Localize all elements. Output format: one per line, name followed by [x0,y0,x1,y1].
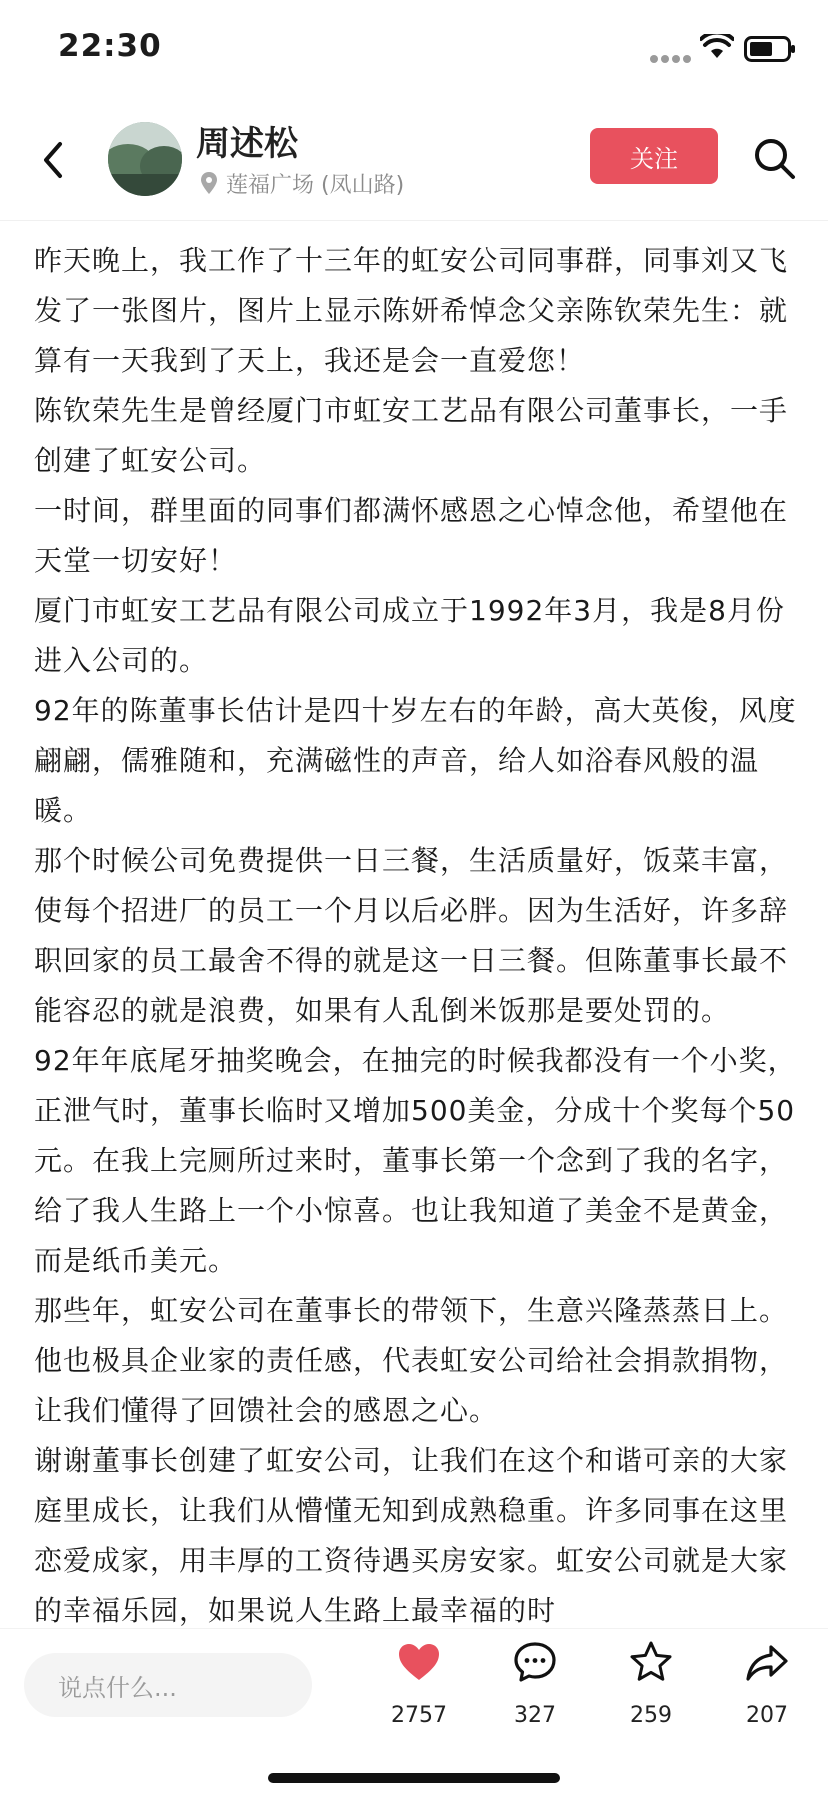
paragraph: 陈钦荣先生是曾经厦门市虹安工艺品有限公司董事长，一手创建了虹安公司。 [34,394,789,477]
favorite-button[interactable] [606,1639,696,1728]
follow-button[interactable]: 关注 [590,128,718,184]
paragraph: 92年的陈董事长估计是四十岁左右的年龄，高大英俊，风度翩翩，儒雅随和，充满磁性的声音，给人如浴春风般的温暖。 [34,694,797,827]
paragraph: 谢谢董事长创建了虹安公司，让我们在这个和谐可亲的大家庭里成长，让我们从懵懂无知到成熟稳重。许多同事在这里恋爱成家，用丰厚的工资待遇买房安家。虹安公司就是大家的幸福乐园，如果说人生路上最幸福的时 [34,1444,789,1626]
comment-count: 327 [514,1703,556,1728]
battery-icon [744,36,796,62]
paragraph: 一时间，群里面的同事们都满怀感恩之心悼念他，希望他在天堂一切安好！ [34,494,789,577]
username[interactable]: 周述松 [196,124,298,164]
favorite-count: 259 [630,1703,672,1728]
share-count: 207 [746,1703,788,1728]
status-time: 22:30 [58,28,162,64]
paragraph: 92年年底尾牙抽奖晚会，在抽完的时候我都没有一个小奖，正泄气时，董事长临时又增加500美金，分成十个奖每个50元。在我上完厕所过来时，董事长第一个念到了我的名字，给了我人生路上一个小惊喜。也让我知道了美金不是黄金，而是纸币美元。 [34,1044,797,1277]
heart-icon [396,1639,442,1685]
like-count: 2757 [391,1703,447,1728]
paragraph: 那个时候公司免费提供一日三餐，生活质量好，饭菜丰富，使每个招进厂的员工一个月以后必胖。因为生活好，许多辞职回家的员工最舍不得的就是这一日三餐。但陈董事长最不能容忍的就是浪费，如果有人乱倒米饭那是要处罚的。 [34,844,789,1027]
comment-input[interactable]: 说点什么... [24,1653,312,1717]
signal-icon [650,48,694,67]
location[interactable] [200,166,404,200]
post-body [34,236,804,1626]
avatar[interactable] [108,122,182,196]
status-bar [0,0,828,100]
share-button[interactable] [722,1639,812,1728]
avatar-image [108,122,182,196]
search-icon[interactable] [750,134,798,182]
comment-bubble-icon [512,1639,558,1685]
location-pin-icon [200,171,218,195]
back-arrow-icon[interactable] [34,136,74,184]
share-arrow-icon [744,1639,790,1685]
paragraph: 昨天晚上，我工作了十三年的虹安公司同事群，同事刘又飞发了一张图片，图片上显示陈妍希悼念父亲陈钦荣先生：就算有一天我到了天上，我还是会一直爱您！ [34,244,789,377]
paragraph: 那些年，虹安公司在董事长的带领下，生意兴隆蒸蒸日上。他也极具企业家的责任感，代表虹安公司给社会捐款捐物，让我们懂得了回馈社会的感恩之心。 [34,1294,789,1427]
like-button[interactable] [374,1639,464,1728]
bottom-action-bar [0,1628,828,1793]
home-indicator[interactable] [268,1773,560,1783]
comment-button[interactable] [490,1639,580,1728]
star-icon [628,1639,674,1685]
location-text: 莲福广场 (凤山路) [226,172,405,198]
wifi-icon [700,34,734,60]
paragraph: 厦门市虹安工艺品有限公司成立于1992年3月，我是8月份进入公司的。 [34,594,785,677]
post-header [0,100,828,221]
